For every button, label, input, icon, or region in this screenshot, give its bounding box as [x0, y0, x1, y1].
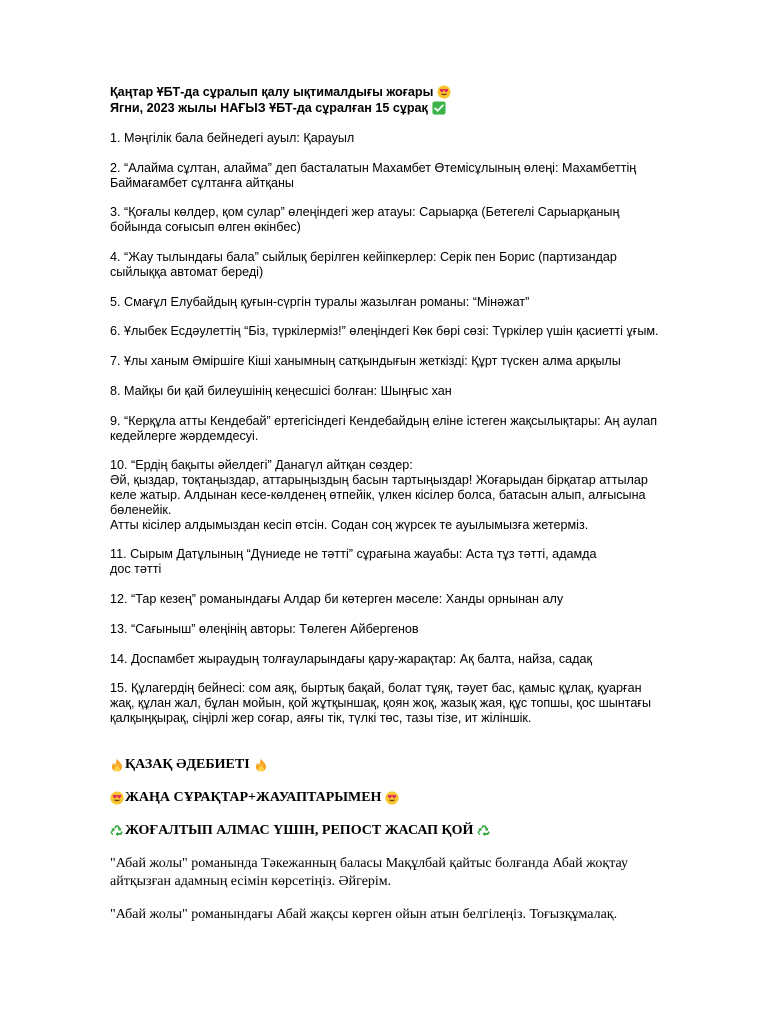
section-heading-text: ЖАҢА СҰРАҚТАР+ЖАУАПТАРЫМЕН — [125, 789, 382, 805]
list-item-text: 1. Мәңгілік бала бейнедегі ауыл: Қарауыл — [110, 131, 355, 145]
qa-item: "Абай жолы" романында Тәкежанның баласы Мақұлбай қайтыс болғанда Абай жоқтау айтқызған адамның есімін көрсетіңіз. Әйгерім. — [110, 855, 628, 889]
header-subtitle-text: Ягни, 2023 жылы НАҒЫЗ ҰБТ-да сұралған 15 сұрақ — [110, 100, 428, 115]
list-item-text: 13. “Сағыныш” өлеңінің авторы: Төлеген Айбергенов — [110, 621, 419, 636]
list-item-text: 4. “Жау тылындағы бала” сыйлық берілген кейіпкерлер: Серік пен Борис (партизандар сыйлыққа автомат береді) — [110, 249, 617, 279]
header-subtitle — [110, 100, 710, 116]
fire-emoji-icon — [254, 758, 268, 772]
header-title-text: Қаңтар ҰБТ-да сұралып қалу ықтималдығы жоғары — [110, 84, 434, 99]
list-item-text: 15. Құлагердің бейнесі: сом аяқ, быртық бақай, болат тұяқ, тәует бас, қамыс құлақ, қуарған жақ, құлан жал, бұлан мойын, қой жұтқыншақ, қоян жоқ, жазық жая, құс топшы, қос шынтағы қалқыңқырақ, сіңірлі жер соғар, аяғы тік, түлкі төс, тазы тізе, ит жіліншік. — [110, 681, 652, 725]
list-item-text: 7. Ұлы ханым Әміршіге Кіші ханымның сатқындығын жеткізді: Құрт түскен алма арқылы — [110, 354, 621, 369]
list-item — [110, 161, 710, 191]
list-item-text: 11. Сырым Датұлының “Дүниеде не тәтті” сұрағына жауабы: Аста тұз тәтті, адамда дос тәтті — [110, 547, 597, 577]
section-heading-repost — [110, 822, 710, 840]
list-item — [110, 652, 710, 667]
list-item-text: 6. Ұлыбек Есдәулеттің “Біз, түркілерміз!” өлеңіндегі Көк бөрі сөзі: Түркілер үшін қасиетті ұғым. — [110, 324, 659, 339]
list-item-text: 5. Смағұл Елубайдың қуғын-сүргін туралы жазылған романы: “Мінәжат” — [110, 294, 530, 309]
list-item — [110, 131, 710, 146]
recycle-emoji-icon — [477, 824, 491, 838]
list-item — [110, 250, 710, 280]
list-item-text: 12. “Тар кезең” романындағы Алдар би көтерген мәселе: Ханды орнынан алу — [110, 591, 564, 606]
fire-emoji-icon — [110, 758, 124, 772]
literature-section — [110, 756, 710, 924]
post-header — [110, 84, 710, 116]
list-item — [110, 681, 710, 725]
section-heading-text: ЖОҒАЛТЫП АЛМАС ҮШІН, РЕПОСТ ЖАСАП ҚОЙ — [125, 822, 474, 838]
list-item — [110, 547, 710, 577]
heart-eyes-emoji-icon — [437, 85, 451, 99]
list-item-text: 14. Доспамбет жыраудың толғауларындағы қару-жарақтар: Ақ балта, найза, садақ — [110, 651, 593, 666]
list-item — [110, 592, 710, 607]
list-item-text: 8. Майқы би қай билеушінің кеңесшісі болған: Шыңғыс хан — [110, 383, 452, 398]
section-heading-text: ҚАЗАҚ ӘДЕБИЕТІ — [125, 756, 250, 772]
list-item-text: 9. “Керқұла атты Кендебай” ертегісіндегі Кендебайдың еліне істеген жақсылықтары: Аң аулап кедейлерге жәрдемдесуі. — [110, 413, 658, 443]
recycle-emoji-icon — [110, 824, 124, 838]
list-item — [110, 295, 710, 310]
list-item — [110, 384, 710, 399]
check-mark-emoji-icon — [432, 101, 446, 115]
list-item — [110, 324, 710, 339]
heart-eyes-emoji-icon — [385, 791, 399, 805]
section-heading-new-questions — [110, 789, 710, 807]
heart-eyes-emoji-icon — [110, 791, 124, 805]
section-heading-literature — [110, 756, 710, 774]
list-item — [110, 205, 710, 235]
list-item — [110, 414, 710, 444]
qa-item: "Абай жолы" романындағы Абай жақсы көрген ойын атын белгілеңіз. Тоғызқұмалақ. — [110, 906, 618, 922]
list-item-text: 2. “Алайма сұлтан, алайма” деп басталатын Махамбет Өтемісұлының өлеңі: Махамбеттің Баймағамбет сұлтанға айтқаны — [110, 160, 637, 190]
list-item-text: 3. “Қоғалы көлдер, қом сулар” өлеңіндегі жер атауы: Сарыарқа (Бетегелі Сарыарқаның бойында соғысып өлген өкінбес) — [110, 205, 620, 235]
header-title — [110, 84, 710, 100]
list-item — [110, 354, 710, 369]
list-item-text: 10. “Ердің бақыты әйелдегі” Данагүл айтқан сөздер: Әй, қыздар, тоқтаңыздар, аттарыңыздың басын тартыңыздар! Жоғарыдан бірқатар аттылар келе жатыр. Алдынан кесе-көлденең өтпейік, үлкен кісілер болса, батасын алып, алғысына бөленейік. Атты кісілер алдымыздан кесіп өтсін. Содан соң жүрсек те ауылымызға жетерміз. — [110, 458, 648, 532]
list-item — [110, 458, 710, 532]
list-item — [110, 622, 710, 637]
question-list — [110, 131, 710, 726]
document-body — [110, 84, 710, 924]
